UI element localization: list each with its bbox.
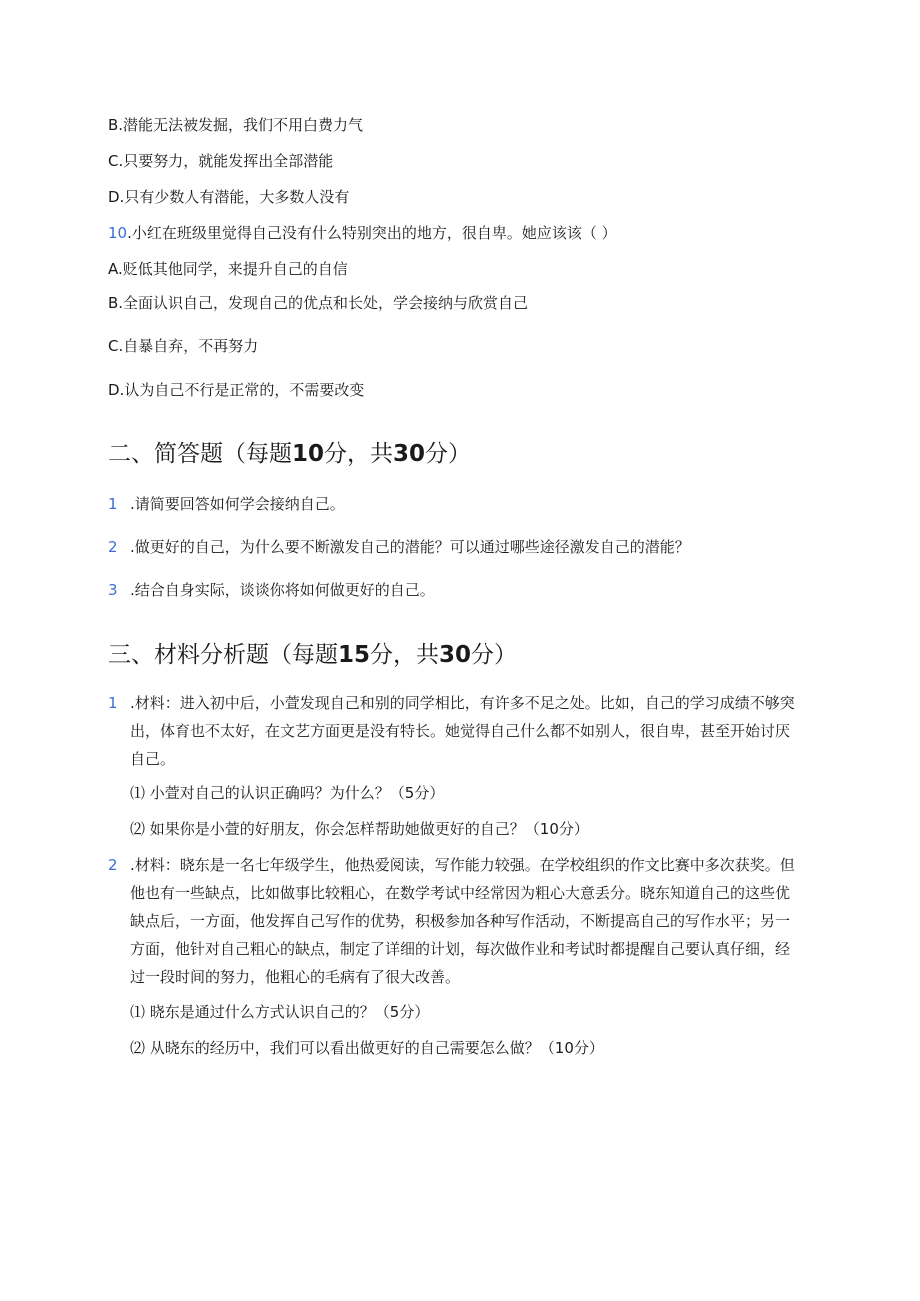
q9-option-c: C.只要努力，就能发挥出全部潜能 — [108, 152, 334, 170]
material-2-question-2: ⑵ 从晓东的经历中，我们可以看出做更好的自己需要怎么做？（10分） — [130, 1039, 604, 1057]
material-1-question-1: ⑴ 小萱对自己的认识正确吗？为什么？（5分） — [130, 784, 445, 802]
q10-stem-text: .小红在班级里觉得自己没有什么特别突出的地方，很自卑。她应该该（ ） — [127, 224, 617, 242]
short-answer-1: 1 .请简要回答如何学会接纳自己。 — [108, 495, 345, 513]
material-1-text: .材料：进入初中后，小萱发现自己和别的同学相比，有许多不足之处。比如，自己的学习成绩不够突出，体育也不太好，在文艺方面更是没有特长。她觉得自己什么都不如别人，很自卑，甚至开始讨厌自己。 — [130, 694, 795, 768]
material-2 — [108, 851, 798, 991]
material-2-question-1: ⑴ 晓东是通过什么方式认识自己的？（5分） — [130, 1003, 430, 1021]
short-answer-3: 3 .结合自身实际，谈谈你将如何做更好的自己。 — [108, 581, 435, 599]
material-1 — [108, 689, 798, 773]
q10-stem — [108, 224, 617, 242]
material-2-number: 2 — [108, 856, 118, 874]
q9-option-b: B.潜能无法被发掘，我们不用白费力气 — [108, 116, 364, 134]
q10-option-b: B.全面认识自己，发现自己的优点和长处，学会接纳与欣赏自己 — [108, 294, 529, 312]
section2-heading: 二、简答题（每题10分，共30分） — [108, 441, 472, 467]
q10-number: 10 — [108, 224, 128, 242]
material-1-question-2: ⑵ 如果你是小萱的好朋友，你会怎样帮助她做更好的自己？（10分） — [130, 820, 589, 838]
q9-option-d: D.只有少数人有潜能，大多数人没有 — [108, 188, 350, 206]
q10-option-d: D.认为自己不行是正常的，不需要改变 — [108, 381, 365, 399]
q10-option-c: C.自暴自弃，不再努力 — [108, 337, 259, 355]
material-2-text: .材料：晓东是一名七年级学生，他热爱阅读，写作能力较强。在学校组织的作文比赛中多次获奖。但他也有一些缺点，比如做事比较粗心，在数学考试中经常因为粗心大意丢分。晓东知道自己的这些优缺点后，一方面，他发挥自己写作的优势，积极参加各种写作活动，不断提高自己的写作水平；另一方面，他针对自己粗心的缺点，制定了详细的计划，每次做作业和考试时都提醒自己要认真仔细，经过一段时间的努力，他粗心的毛病有了很大改善。 — [130, 856, 795, 986]
section3-heading: 三、材料分析题（每题15分，共30分） — [108, 642, 518, 668]
short-answer-2: 2 .做更好的自己，为什么要不断激发自己的潜能？可以通过哪些途径激发自己的潜能？ — [108, 538, 690, 556]
q10-option-a: A.贬低其他同学，来提升自己的自信 — [108, 260, 348, 278]
material-1-number: 1 — [108, 694, 118, 712]
